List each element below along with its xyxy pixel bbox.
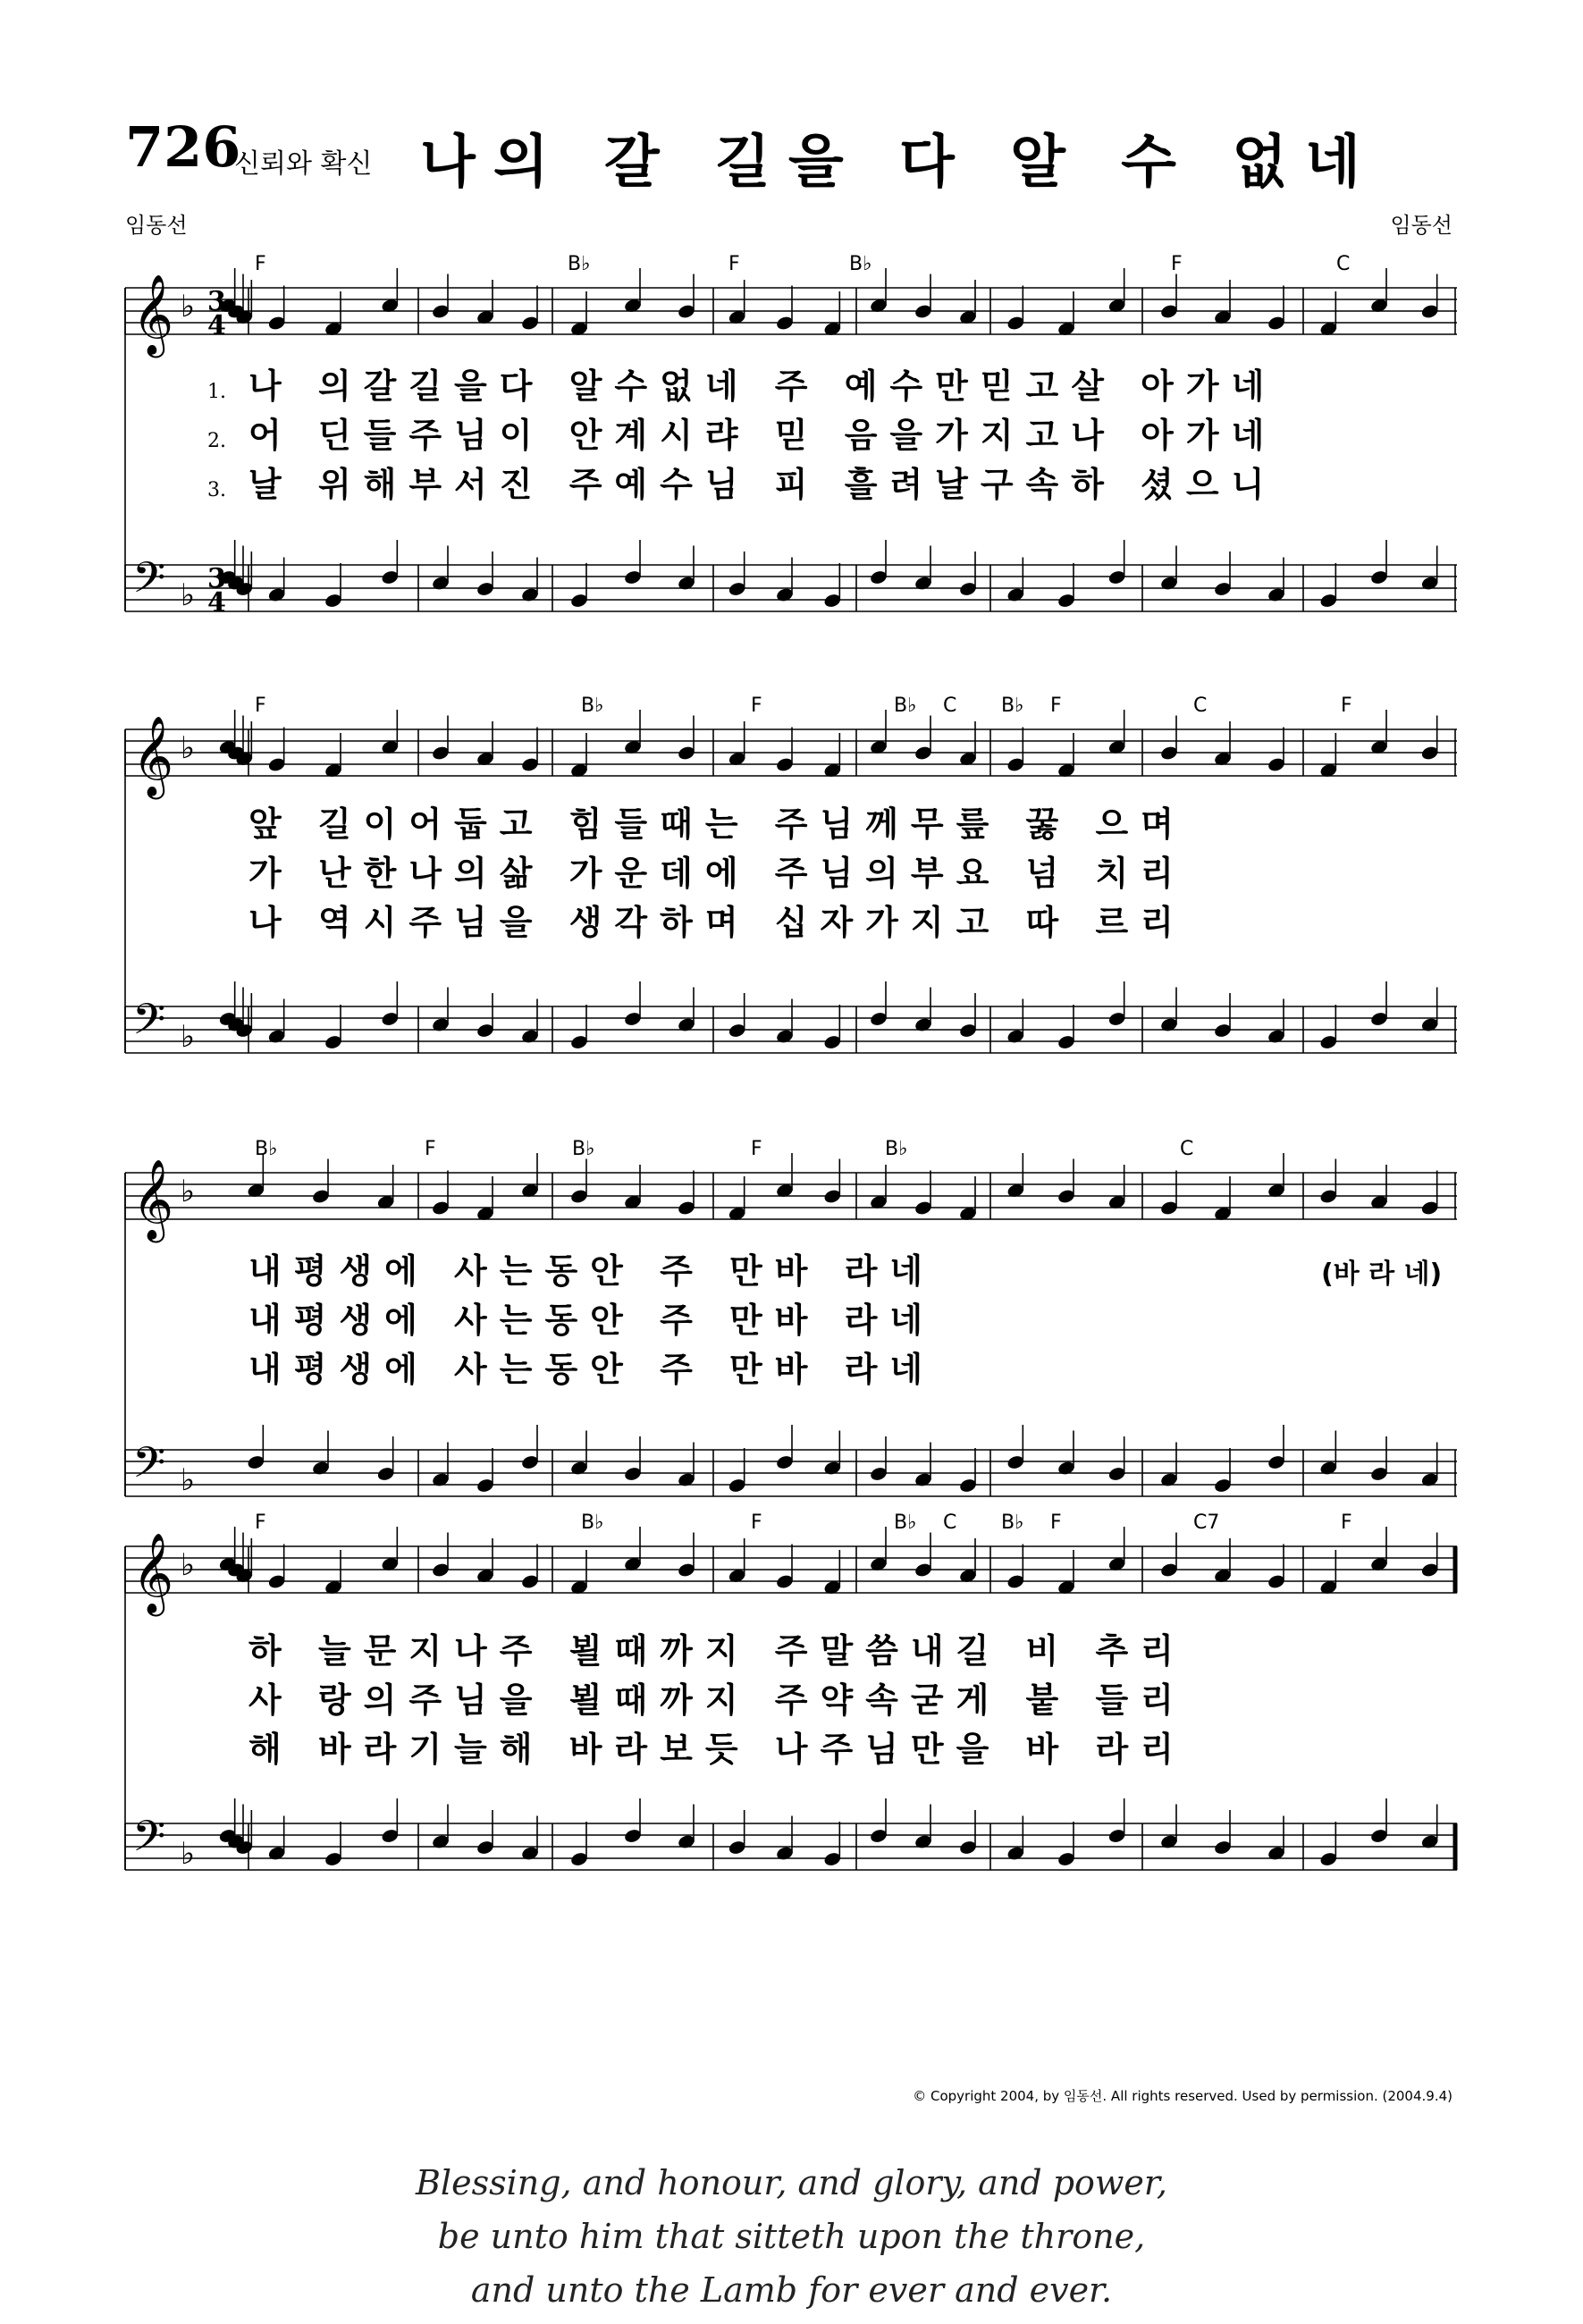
composer-credit: 임동선 xyxy=(1390,213,1452,238)
bass-clef-icon: 𝄢 xyxy=(132,1811,166,1872)
chord-symbol: C xyxy=(1193,695,1208,717)
verse-number: 2. xyxy=(207,430,226,452)
treble-clef-icon: 𝄞 xyxy=(132,1159,174,1240)
scripture-line: Blessing, and honour, and glory, and power, xyxy=(416,2163,1167,2202)
chord-symbol: B♭ xyxy=(572,1138,595,1160)
chord-symbol: B♭ xyxy=(581,695,604,717)
copyright-notice: © Copyright 2004, by 임동선. All rights reserved. Used by permission. (2004.9.4) xyxy=(913,2088,1452,2104)
lyric-line: 나 역시주님을 생각하며 십자가지고 따 르리 xyxy=(248,903,1186,942)
bass-clef-icon: 𝄢 xyxy=(132,994,166,1055)
lyric-line: 가 난한나의삶 가운데에 주님의부요 넘 치리 xyxy=(248,854,1186,893)
echo-lyric: (바 라 네) xyxy=(1321,1259,1443,1290)
scripture-line: be unto him that sitteth upon the throne, xyxy=(437,2217,1146,2256)
chord-symbol: C xyxy=(1336,253,1351,275)
chord-symbol: F xyxy=(255,253,266,275)
chord-symbol: B♭ xyxy=(1001,695,1024,717)
lyricist-credit: 임동선 xyxy=(125,213,188,238)
lyric-line: 내평생에 사는동안 주 만바 라네 xyxy=(248,1350,936,1389)
chord-symbol: C7 xyxy=(1193,1511,1220,1534)
chord-symbol: F xyxy=(255,1511,266,1534)
treble-clef-icon: 𝄞 xyxy=(132,274,174,355)
music-system xyxy=(125,1138,1457,1498)
chord-symbol: C xyxy=(943,695,957,717)
chord-symbol: F xyxy=(728,253,740,275)
chord-symbol: B♭ xyxy=(894,695,917,717)
chord-symbol: C xyxy=(1180,1138,1194,1160)
bass-clef-icon: 𝄢 xyxy=(132,552,166,613)
chord-symbol: F xyxy=(1341,695,1352,717)
chord-symbol: B♭ xyxy=(581,1511,604,1534)
treble-clef-icon: 𝄞 xyxy=(132,1533,174,1613)
music-system xyxy=(125,1511,1457,1872)
key-signature-flat-icon: ♭ xyxy=(181,289,196,324)
chord-symbol: F xyxy=(425,1138,436,1160)
chord-symbol: F xyxy=(1050,1511,1062,1534)
key-signature-flat-icon: ♭ xyxy=(181,1174,196,1209)
hymn-category: 신뢰와 확신 xyxy=(234,148,373,180)
chord-symbol: C xyxy=(943,1511,957,1534)
key-signature-flat-icon: ♭ xyxy=(181,1019,196,1055)
hymn-title: 나의 갈 길을 다 알 수 없네 xyxy=(420,130,1378,196)
chord-symbol: F xyxy=(1341,1511,1352,1534)
chord-symbol: F xyxy=(751,695,762,717)
lyric-line: 앞 길이어둡고 힘들때는 주님께무릎 꿇 으며 xyxy=(248,804,1186,844)
lyric-line: 나 의갈길을다 알수없네 주 예수만믿고살 아가네 xyxy=(248,366,1277,406)
chord-symbol: B♭ xyxy=(255,1138,278,1160)
scripture-line: and unto the Lamb for ever and ever. xyxy=(470,2270,1113,2310)
verse-number: 3. xyxy=(207,479,226,501)
key-signature-flat-icon: ♭ xyxy=(181,1462,196,1498)
music-system xyxy=(125,695,1457,1055)
key-signature-flat-icon: ♭ xyxy=(181,1836,196,1872)
chord-symbol: B♭ xyxy=(849,253,872,275)
chord-symbol: F xyxy=(751,1511,762,1534)
time-signature: 4 xyxy=(207,587,226,619)
lyric-line: 내평생에 사는동안 주 만바 라네 xyxy=(248,1251,936,1291)
key-signature-flat-icon: ♭ xyxy=(181,730,196,766)
time-signature: 3 xyxy=(207,286,226,317)
chord-symbol: B♭ xyxy=(885,1138,908,1160)
chord-symbol: F xyxy=(255,695,266,717)
chord-symbol: B♭ xyxy=(1001,1511,1024,1534)
chord-symbol: B♭ xyxy=(894,1511,917,1534)
chord-symbol: F xyxy=(1050,695,1062,717)
chord-symbol: F xyxy=(1171,253,1183,275)
lyric-line: 날 위해부서진 주예수님 피 흘려날구속하 셨으니 xyxy=(248,465,1277,504)
lyric-line: 해 바라기늘해 바라보듯 나주님만을 바 라리 xyxy=(248,1730,1186,1769)
key-signature-flat-icon: ♭ xyxy=(181,1547,196,1583)
verse-number: 1. xyxy=(207,381,226,403)
lyric-line: 사 랑의주님을 뵐때까지 주약속굳게 붙 들리 xyxy=(248,1680,1186,1720)
chord-symbol: B♭ xyxy=(568,253,591,275)
lyric-line: 어 딘들주님이 안계시랴 믿 음을가지고나 아가네 xyxy=(248,416,1277,455)
key-signature-flat-icon: ♭ xyxy=(181,577,196,613)
scripture-quote xyxy=(0,2156,1583,2317)
lyric-line: 내평생에 사는동안 주 만바 라네 xyxy=(248,1301,936,1340)
lyric-line: 하 늘문지나주 뵐때까지 주말씀내길 비 추리 xyxy=(248,1631,1186,1671)
time-signature: 4 xyxy=(207,310,226,341)
hymn-number: 726 xyxy=(125,114,241,180)
treble-clef-icon: 𝄞 xyxy=(132,716,174,796)
music-system xyxy=(125,253,1457,619)
chord-symbol: F xyxy=(751,1138,762,1160)
bass-clef-icon: 𝄢 xyxy=(132,1437,166,1498)
time-signature: 3 xyxy=(207,563,226,594)
